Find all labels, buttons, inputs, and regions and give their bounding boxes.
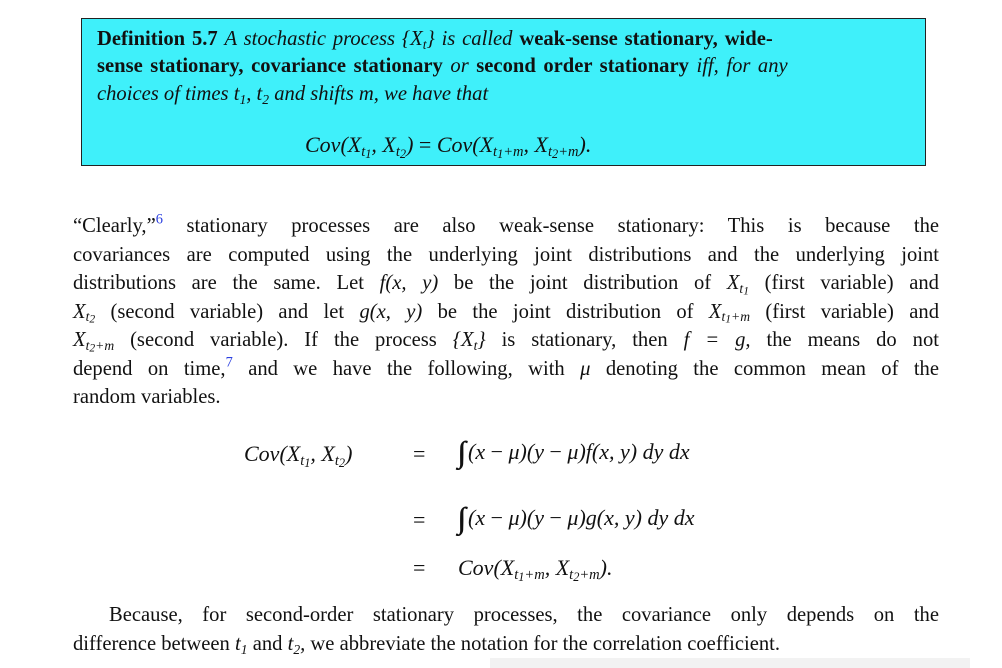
paragraph-stationary-covariance: “Clearly,”$^6$ stationary processes are also weak-sense stationary: This is because the covariances are computed using the underlying joint distributions and the underlying joint distributions are the same. Let f(x, y) be the joint distribution of $X_{t_1}$ (first variable) and $X_{t_2}$ (second variable) and let g(x, y) be the joint distribution of $X_{t_1+m}$ (first variable) and $X_{t_2+m}$ (second variable). If the process $\{X_t\}$ is stationary, then f = g, the means do not depend on time,$^7$ and we have the following, with μ denoting the common mean of the random variables. [73,211,940,408]
page-bottom-edge [490,658,970,668]
definition-term: wide- [724,28,773,50]
definition-term: second order stationary [476,55,689,77]
definition-equation: $Cov(X_{t_1}$, $X_{t_2}) = Cov(X_{t_1+m}$, $X_{t_2+m}$). [305,132,592,161]
definition-line-2: sense stationary, covariance stationary or second order stationary iff, for any [97,55,788,77]
definition-box [81,18,926,166]
definition-term: sense stationary, [97,55,244,77]
definition-line-3: choices of times $t_1$, $t_2$ and shifts m, we have that [97,83,489,107]
definition-term: covariance stationary [251,55,443,77]
paragraph-correlation-coefficient: Because, for second-order stationary processes, the covariance only depends on the difference between $t_1$ and $t_2$, we abbreviate the notation for the correlation coefficient. [73,604,939,657]
definition-term: weak-sense stationary, [519,28,718,50]
definition-label: Definition 5.7 [97,28,218,50]
footnote-link-7[interactable]: 7 [225,353,233,370]
definition-line-1: Definition 5.7 A stochastic process $\{X_t\}$ is called weak-sense stationary, wide- [97,28,773,52]
footnote-link-6[interactable]: 6 [155,211,163,228]
